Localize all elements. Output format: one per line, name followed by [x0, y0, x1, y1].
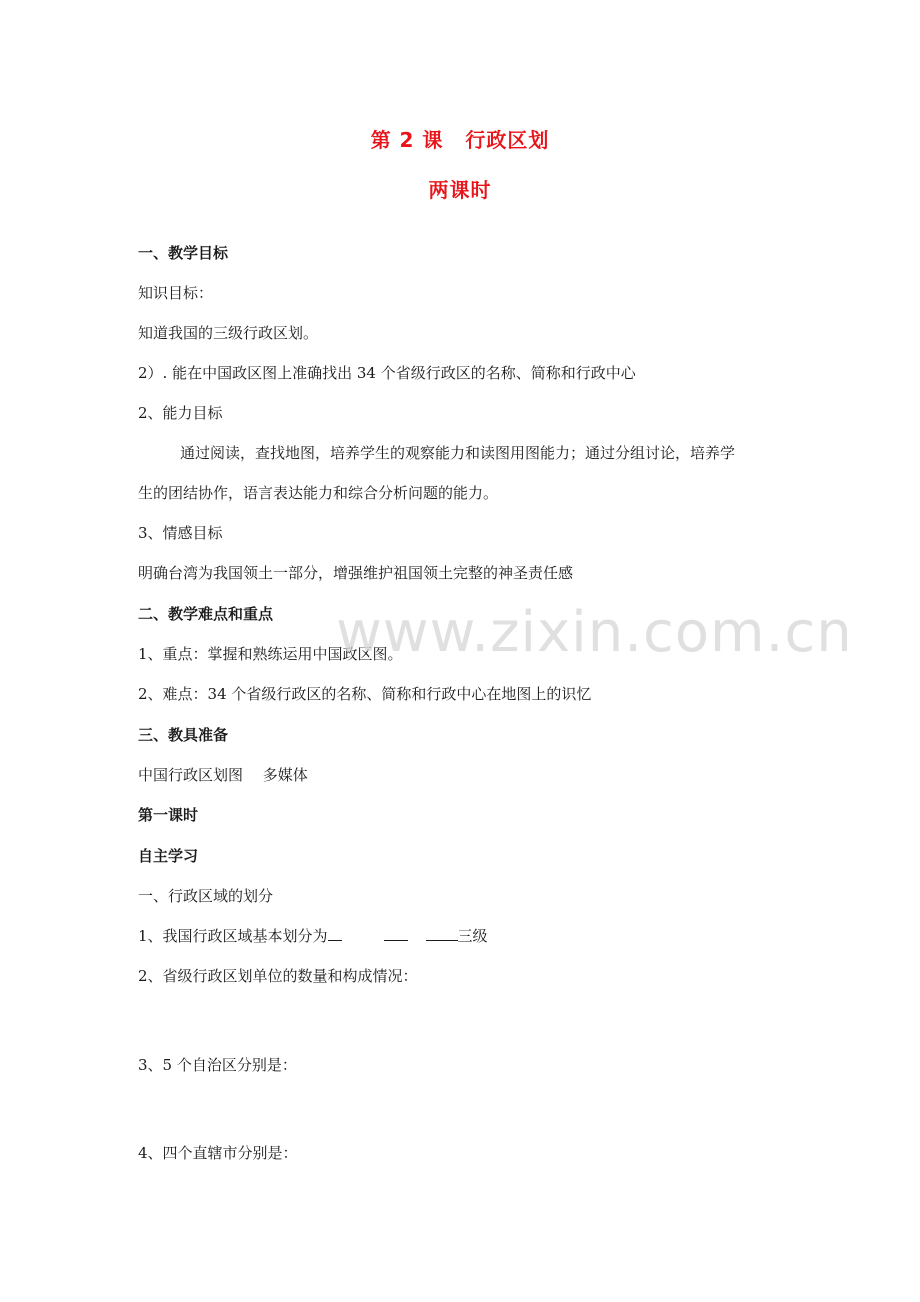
section-heading-key-points: 二、教学难点和重点: [138, 605, 274, 623]
question-1-suffix: 三级: [457, 927, 488, 945]
lesson-number: 第 2 课: [370, 128, 444, 152]
question-3: 3、5 个自治区分别是：: [138, 1056, 297, 1074]
lesson-one-heading: 第一课时: [138, 806, 199, 824]
difficult-point: 2、难点：34 个省级行政区的名称、简称和行政中心在地图上的识忆: [138, 685, 592, 703]
question-heading: 一、行政区域的划分: [138, 887, 274, 905]
section-heading-tools: 三、教具准备: [138, 726, 229, 744]
emotion-goal-text: 明确台湾为我国领土一部分，增强维护祖国领土完整的神圣责任感: [138, 564, 574, 582]
ability-goal-text-1: 通过阅读，查找地图，培养学生的观察能力和读图用图能力；通过分组讨论，培养学: [180, 444, 736, 462]
self-study-heading: 自主学习: [138, 847, 199, 865]
key-point: 1、重点：掌握和熟练运用中国政区图。: [138, 645, 403, 663]
answer-blank-1[interactable]: [328, 926, 342, 941]
lesson-topic: 行政区划: [465, 128, 550, 152]
section-heading-objectives: 一、教学目标: [138, 244, 229, 262]
emotion-goal-label: 3、情感目标: [138, 524, 223, 542]
question-4: 4、四个直辖市分别是：: [138, 1144, 298, 1162]
site-watermark: www.zixin.com.cn: [336, 600, 853, 665]
ability-goal-label: 2、能力目标: [138, 404, 223, 422]
answer-blank-2[interactable]: [384, 926, 408, 941]
answer-blank-3[interactable]: [426, 926, 458, 941]
knowledge-goal-item-1: 知道我国的三级行政区划。: [138, 324, 319, 342]
ability-goal-text-2: 生的团结协作，语言表达能力和综合分析问题的能力。: [138, 484, 499, 502]
lesson-subtitle: 两课时: [428, 178, 492, 202]
question-1: [138, 926, 488, 946]
question-2: 2、省级行政区划单位的数量和构成情况：: [138, 967, 418, 985]
lesson-title: [0, 124, 920, 153]
tools-list: 中国行政区划图 多媒体: [138, 766, 308, 784]
question-1-prefix: 1、我国行政区域基本划分为: [138, 927, 328, 945]
knowledge-goal-item-2: 2）. 能在中国政区图上准确找出 34 个省级行政区的名称、简称和行政中心: [138, 364, 636, 382]
knowledge-goal-label: 知识目标：: [138, 284, 214, 302]
